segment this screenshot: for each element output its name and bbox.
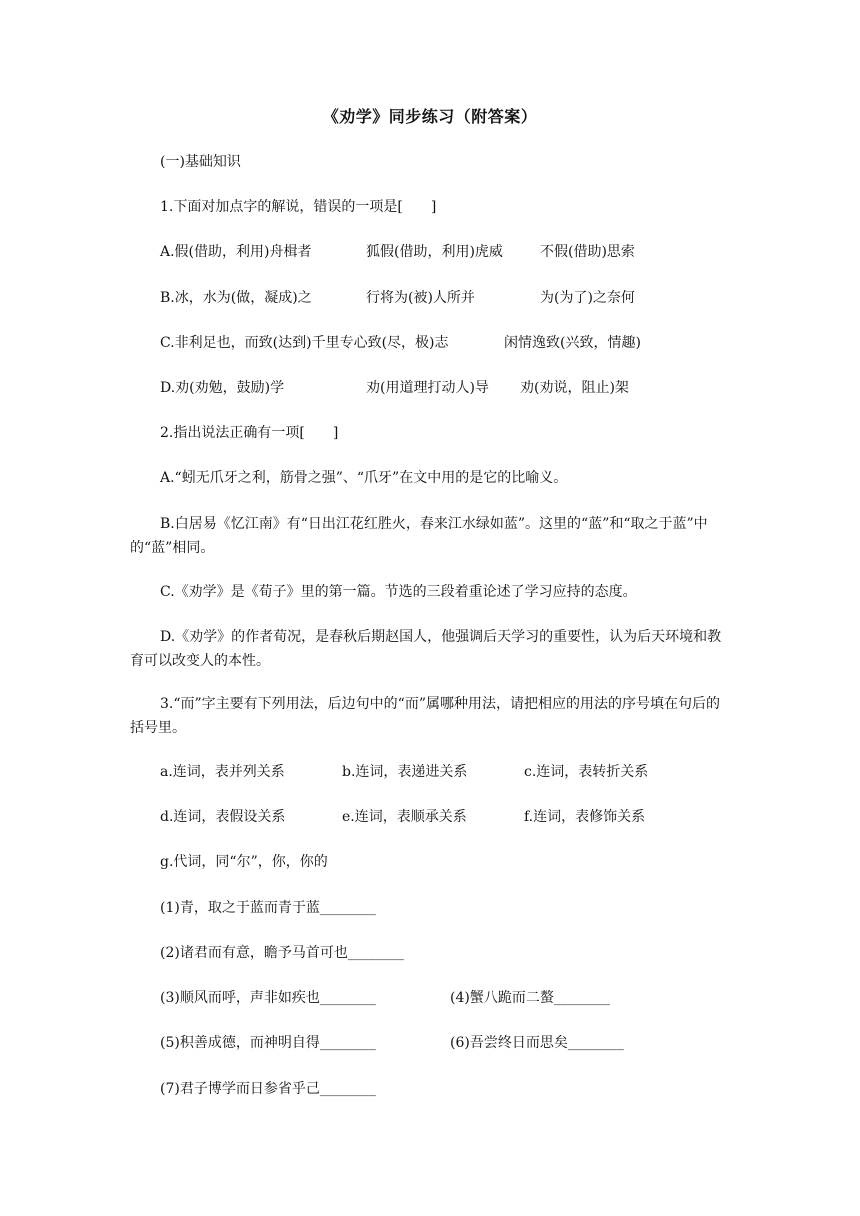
q3-stem: 3.“而”字主要有下列用法，后边句中的“而”属哪种用法，请把相应的用法的序号填在句后的括号里。	[130, 696, 720, 736]
q3-item-4: (4)蟹八跪而二螯________	[450, 990, 610, 1006]
q3-item-7: (7)君子博学而日参省乎己________	[160, 1081, 376, 1097]
q1-a-part3: 不假(借助)思索	[540, 244, 635, 260]
section-heading: (一)基础知识	[160, 154, 241, 170]
q2-option-b: B.白居易《忆江南》有“日出江花红胜火，春来江水绿如蓝”。这里的“蓝”和“取之于蓝”中的“蓝”相同。	[130, 516, 708, 556]
q3-usage-b: b.连词，表递进关系	[342, 764, 468, 780]
q1-b-part1: B.冰，水为(做，凝成)之	[160, 290, 312, 306]
q3-usage-c: c.连词，表转折关系	[524, 764, 649, 780]
q3-usage-a: a.连词，表并列关系	[160, 764, 285, 780]
q1-b-part2: 行将为(被)人所并	[366, 290, 475, 306]
q3-item-5: (5)积善成德，而神明自得________	[160, 1035, 376, 1051]
q1-stem: 1.下面对加点字的解说，错误的一项是[ ]	[160, 199, 437, 215]
q3-item-2: (2)诸君而有意，瞻予马首可也________	[160, 945, 404, 961]
q3-usage-g: g.代词，同“尔”，你，你的	[160, 854, 328, 870]
document-title: 《劝学》同步练习（附答案）	[322, 107, 538, 126]
q1-a-part1: A.假(借助，利用)舟楫者	[160, 244, 312, 260]
q1-b-part3: 为(为了)之奈何	[540, 290, 635, 306]
q2-option-a: A.“蚓无爪牙之利，筋骨之强”、“爪牙”在文中用的是它的比喻义。	[160, 470, 568, 486]
q3-item-6: (6)吾尝终日而思矣________	[450, 1035, 624, 1051]
q1-c-part2: 闲情逸致(兴致，情趣)	[504, 335, 641, 351]
q3-usage-d: d.连词，表假设关系	[160, 809, 286, 825]
q1-d-part3: 劝(劝说，阻止)架	[520, 380, 629, 396]
q3-usage-e: e.连词，表顺承关系	[342, 809, 467, 825]
q3-item-3: (3)顺风而呼，声非如疾也________	[160, 990, 376, 1006]
q1-d-part1: D.劝(劝勉，鼓励)学	[160, 380, 285, 396]
q1-d-part2: 劝(用道理打动人)导	[366, 380, 489, 396]
q2-option-c: C.《劝学》是《荀子》里的第一篇。节选的三段着重论述了学习应持的态度。	[160, 584, 637, 600]
q3-item-1: (1)青，取之于蓝而青于蓝________	[160, 900, 376, 916]
q2-stem: 2.指出说法正确有一项[ ]	[160, 425, 339, 441]
q1-c-part1: C.非利足也，而致(达到)千里专心致(尽，极)志	[160, 335, 449, 351]
q3-usage-f: f.连词，表修饰关系	[524, 809, 646, 825]
q2-option-d: D.《劝学》的作者荀况，是春秋后期赵国人，他强调后天学习的重要性，认为后天环境和教育可以改变人的本性。	[130, 629, 722, 669]
q1-a-part2: 狐假(借助，利用)虎威	[366, 244, 503, 260]
